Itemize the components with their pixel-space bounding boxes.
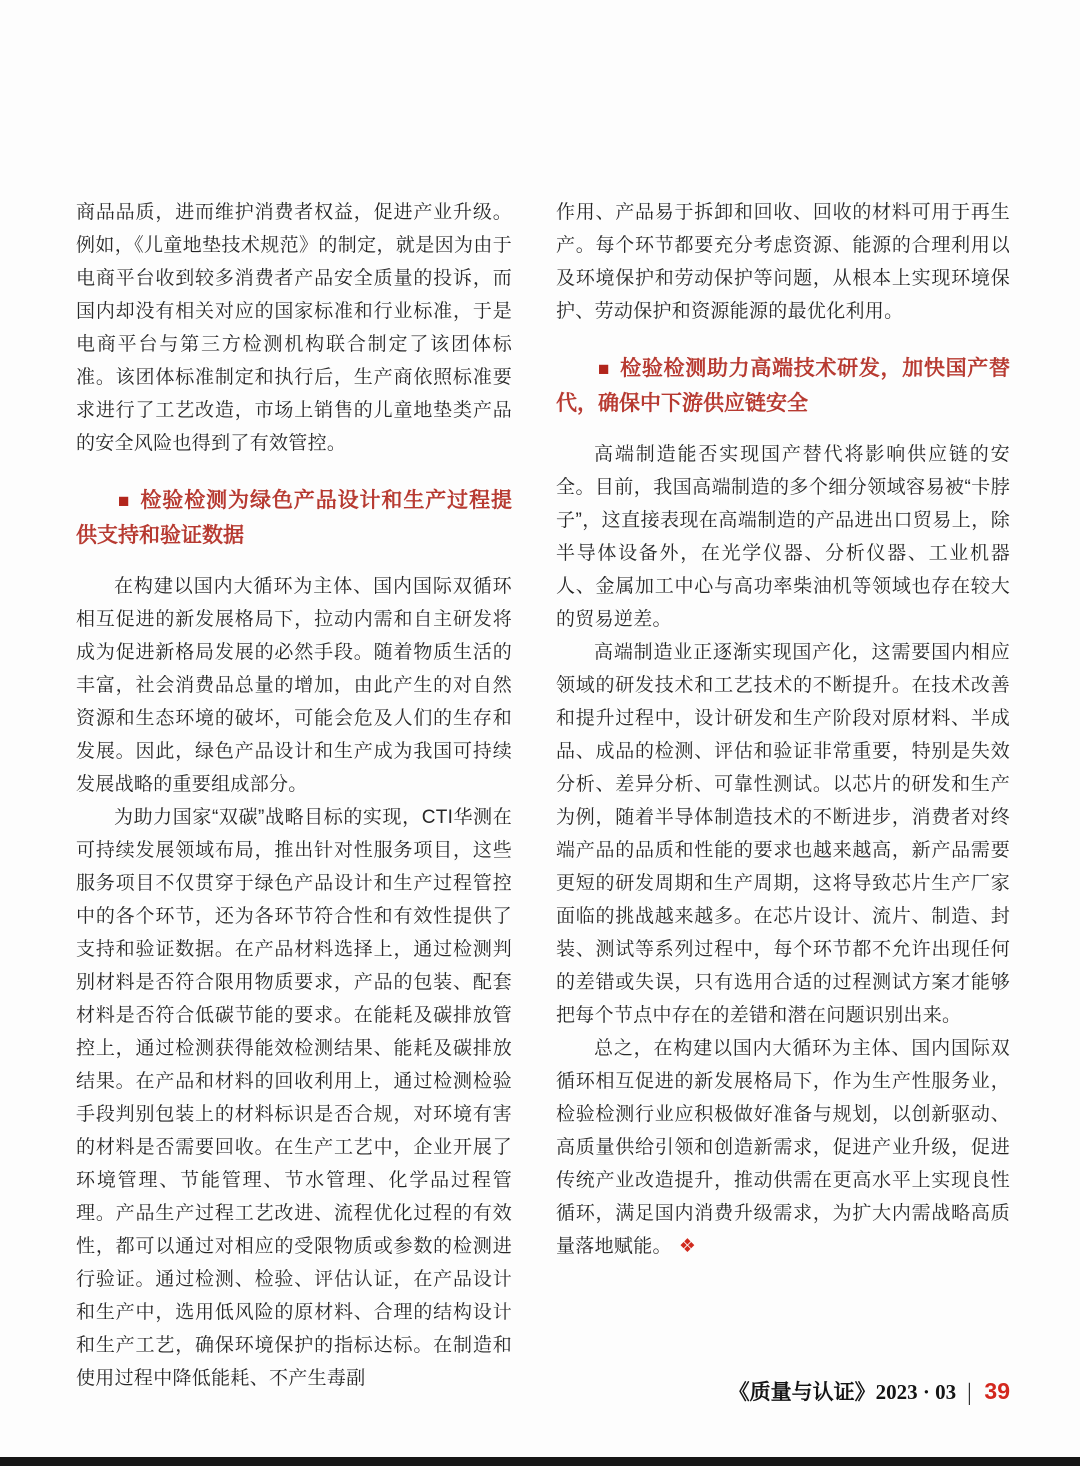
- paragraph: 商品品质，进而维护消费者权益，促进产业升级。例如，《儿童地垫技术规范》的制定，就是因为由于电商平台收到较多消费者产品安全质量的投诉，而国内却没有相关对应的国家标准和行业标准，于是电商平台与第三方检测机构联合制定了该团体标准。该团体标准制定和执行后，生产商依照标准要求进行了工艺改造，市场上销售的儿童地垫类产品的安全风险也得到了有效管控。: [76, 202, 512, 454]
- paragraph: 高端制造业正逐渐实现国产化，这需要国内相应领域的研发技术和工艺技术的不断提升。在技术改善和提升过程中，设计研发和生产阶段对原材料、半成品、成品的检测、评估和验证非常重要，特别是失效分析、差异分析、可靠性测试。以芯片的研发和生产为例，随着半导体制造技术的不断进步，消费者对终端产品的品质和性能的要求也越来越高，新产品需要更短的研发周期和生产周期，这将导致芯片生产厂家面临的挑战越来越多。在芯片设计、流片、制造、封装、测试等系列过程中，每个环节都不允许出现任何的差错或失误，只有选用合适的过程测试方案才能够把每个节点中存在的差错和潜在问题识别出来。: [556, 642, 1010, 1026]
- article-column-left: [76, 196, 512, 1395]
- paragraph: 总之，在构建以国内大循环为主体、国内国际双循环相互促进的新发展格局下，作为生产性服务业，检验检测行业应积极做好准备与规划，以创新驱动、高质量供给引领和创造新需求，促进产业升级，促进传统产业改造提升，推动供需在更高水平上实现良性循环，满足国内消费升级需求，为扩大内需战略高质量落地赋能。 ❖: [556, 1038, 1010, 1257]
- page-number: 39: [984, 1378, 1010, 1404]
- section-heading: ■ 检验检测为绿色产品设计和生产过程提供支持和验证数据: [76, 489, 512, 547]
- paragraph: 作用、产品易于拆卸和回收、回收的材料可用于再生产。每个环节都要充分考虑资源、能源的合理利用以及环境保护和劳动保护等问题，从根本上实现环境保护、劳动保护和资源能源的最优化利用。: [556, 202, 1010, 322]
- section-heading: ■ 检验检测助力高端技术研发，加快国产替代，确保中下游供应链安全: [556, 357, 1010, 415]
- page-bottom-edge: [0, 1457, 1080, 1466]
- red-square-icon: ■: [598, 359, 611, 380]
- paragraph: 高端制造能否实现国产替代将影响供应链的安全。目前，我国高端制造的多个细分领域容易被“卡脖子”，这直接表现在高端制造的产品进出口贸易上，除半导体设备外，在光学仪器、分析仪器、工业机器人、金属加工中心与高功率柴油机等领域也存在较大的贸易逆差。: [556, 444, 1010, 630]
- red-square-icon: ■: [118, 491, 131, 512]
- page-footer: [729, 1376, 1010, 1406]
- footer-separator: |: [967, 1378, 972, 1406]
- journal-issue-label: 《质量与认证》2023 · 03: [728, 1380, 957, 1404]
- paragraph: 为助力国家“双碳”战略目标的实现，CTI华测在可持续发展领域布局，推出针对性服务项目，这些服务项目不仅贯穿于绿色产品设计和生产过程管控中的各个环节，还为各环节符合性和有效性提供了支持和验证数据。在产品材料选择上，通过检测判别材料是否符合限用物质要求，产品的包装、配套材料是否符合低碳节能的要求。在能耗及碳排放管控上，通过检测获得能效检测结果、能耗及碳排放结果。在产品和材料的回收利用上，通过检测检验手段判别包装上的材料标识是否合规，对环境有害的材料是否需要回收。在生产工艺中，企业开展了环境管理、节能管理、节水管理、化学品过程管理。产品生产过程工艺改进、流程优化过程的有效性，都可以通过对相应的受限物质或参数的检测进行验证。通过检测、检验、评估认证，在产品设计和生产中，选用低风险的原材料、合理的结构设计和生产工艺，确保环境保护的指标达标。在制造和使用过程中降低能耗、不产生毒副: [76, 807, 512, 1389]
- article-column-right: [556, 196, 1010, 1395]
- paragraph: 在构建以国内大循环为主体、国内国际双循环相互促进的新发展格局下，拉动内需和自主研发将成为促进新格局发展的必然手段。随着物质生活的丰富，社会消费品总量的增加，由此产生的对自然资源和生态环境的破坏，可能会危及人们的生存和发展。因此，绿色产品设计和生产成为我国可持续发展战略的重要组成部分。: [76, 576, 512, 795]
- article-body: [76, 196, 1010, 1395]
- article-end-icon: ❖: [678, 1236, 696, 1257]
